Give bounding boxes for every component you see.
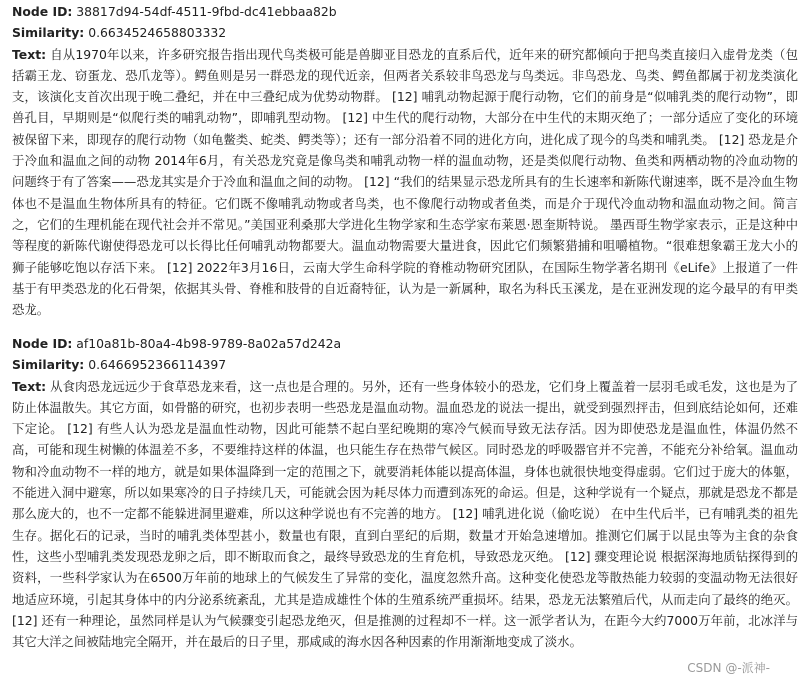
node-id-value: 38817d94-54df-4511-9fbd-dc41ebbaa82b	[76, 4, 337, 19]
similarity-value: 0.6634524658803332	[88, 25, 227, 41]
watermark: CSDN @-派神-	[687, 661, 770, 675]
similarity-label: Similarity:	[12, 25, 85, 41]
text-label: Text:	[12, 378, 47, 394]
similarity-label: Similarity:	[12, 357, 85, 373]
text-value: 自从1970年以来，许多研究报告指出现代鸟类极可能是兽脚亚目恐龙的直系后代，近年来的研究都倾向于把鸟类直接归入虚骨龙类（包括霸王龙、窃蛋龙、恐爪龙等）。鳄鱼则是另一群恐龙的现代近亲，但两者关系较非鸟恐龙与鸟类远。非鸟恐龙、鸟类、鳄鱼都属于初龙类演化支，该演化支首次出现于晚二叠纪，并在中三叠纪成为优势动物群。 [12] 哺乳动物起源于爬行动物，它们的前身是“似哺乳类的爬行动物”，即兽孔目，早期则是“似爬行类的哺乳动物”，即哺乳型动物。 [12] 中生代的爬行动物，大部分在中生代的末期灭绝了；一部分适应了变化的环境被保留下来，即现存的爬行动物（如龟鳖类、蛇类、鳄类等）；还有一部分沿着不同的进化方向，进化成了现今的鸟类和哺乳类。 [12] 恐龙是介于冷血和温血之间的动物 2014年6月，有关恐龙究竟是像鸟类和哺乳动物一样的温血动物，还是类似爬行动物、鱼类和两栖动物的冷血动物的问题终于有了答案——恐龙其实是介于冷血和温血之间的动物。 [12] “我们的结果显示恐龙所具有的生长速率和新陈代谢速率，既不是冷血生物体也不是温血生物体所具有的特征。它们既不像哺乳动物或者鸟类，也不像爬行动物或者鱼类，而是介于现代冷血动物和温血动物之间。简言之，它们的生理机能在现代社会并不常见。”美国亚利桑那大学进化生物学家和生态学家布莱恩·恩奎斯特说。 墨西哥生物学家表示，正是这种中等程度的新陈代谢使得恐龙可以长得比任何哺乳动物都要大。温血动物需要大量进食，因此它们频繁猎捕和咀嚼植物。“很难想象霸王龙大小的狮子能够吃饱以存活下来。 [12] 2022年3月16日，云南大学生命科学院的脊椎动物研究团队，在国际生物学著名期刊《eLife》上报道了一件基于有甲类恐龙的化石骨架，依据其头骨、脊椎和肢骨的自近裔特征，认为是一新属种，取名为科氏玉溪龙，是在亚洲发现的迄今最早的有甲类恐龙。	[12, 46, 798, 318]
node-id-value: af10a81b-80a4-4b98-9789-8a02a57d242a	[76, 336, 342, 351]
text-line	[12, 44, 798, 321]
node-id-label: Node ID:	[12, 4, 73, 19]
text-value: 从食肉恐龙远远少于食草恐龙来看，这一点也是合理的。另外，还有一些身体较小的恐龙，它们身上覆盖着一层羽毛或毛发，这也是为了防止体温散失。其它方面，如骨骼的研究，也初步表明一些恐龙是温血动物。温血恐龙的说法一提出，就受到强烈抨击，但到底结论如何，还难下定论。 [12] 有些人认为恐龙是温血性动物，因此可能禁不起白垩纪晚期的寒冷气候而导致无法存活。因为即使恐龙是温血性，体温仍然不高，可能和现生树懒的体温差不多，不要维持这样的体温，也只能生存在热带气候区。同时恐龙的呼吸器官并不完善，不能充分补给氧。温血动物和冷血动物不一样的地方，就是如果体温降到一定的范围之下，就要消耗体能以提高体温，身体也就很快地变得虚弱。它们过于庞大的体躯，不能进入洞中避寒，所以如果寒冷的日子持续几天，可能就会因为耗尽体力而遭到冻死的命运。但是，这种学说有一个疑点，那就是恐龙不都是那么庞大的，也不一定都不能躲进洞里避难，所以这种学说也有不完善的地方。 [12] 哺乳进化说（偷吃说） 在中生代后半，已有哺乳类的祖先生存。据化石的记录，当时的哺乳类体型甚小，数量也有限，直到白垩纪的后期，数量才开始急速增加。推测它们属于以昆虫等为主食的杂食性，这些小型哺乳类发现恐龙卵之后，即不断取而食之，最终导致恐龙的生育危机，导致恐龙灭绝。 [12] 骤变理论说 根据深海地质钻探得到的资料，一些科学家认为在6500万年前的地球上的气候发生了异常的变化，温度忽然升高。这种变化使恐龙等散热能力较弱的变温动物无法很好地适应环境，引起其身体中的内分泌系统紊乱，尤其是造成雄性个体的生殖系统严重损坏。结果，恐龙无法繁殖后代，从而走向了最终的绝灭。 [12] 还有一种理论，虽然同样是认为气候骤变引起恐龙绝灭，但是推测的过程却不一样。这一派学者认为，在距今大约7000万年前，北冰洋与其它大洋之间被陆地完全隔开，并在最后的日子里，那咸咸的海水因各种因素的作用渐渐地变成了淡水。	[12, 378, 798, 650]
similarity-value: 0.6466952366114397	[88, 357, 227, 373]
similarity-line	[12, 22, 798, 43]
similarity-line	[12, 354, 798, 375]
result-record-1	[12, 1, 798, 320]
text-line	[12, 376, 798, 653]
result-record-2	[12, 333, 798, 652]
node-id-label: Node ID:	[12, 336, 73, 351]
text-label: Text:	[12, 46, 47, 62]
node-id-line	[12, 1, 798, 22]
node-id-line	[12, 333, 798, 354]
